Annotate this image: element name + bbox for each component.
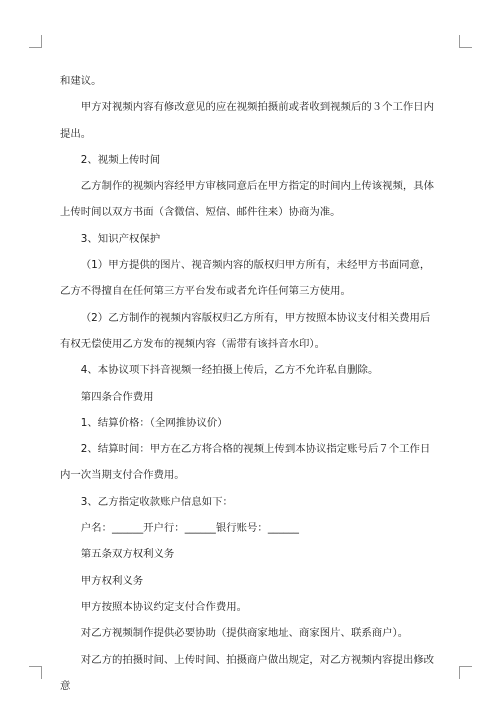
paragraph: 对乙方视频制作提供必要协助（提供商家地址、商家图片、联系商户）。 — [80, 627, 409, 640]
paragraph: （2）乙方制作的视频内容版权归乙方所有，甲方按照本协议支付相关费用后有权无偿使用乙方发布的视频内容（需带有该抖音水印）。 — [60, 311, 431, 350]
article-heading: 第五条双方权利义务 — [80, 548, 175, 561]
crop-mark-top-left — [29, 35, 42, 48]
paragraph: 乙方制作的视频内容经甲方审核同意后在甲方指定的时间内上传该视频，具体上传时间以双方书面（含微信、短信、邮件往来）协商为准。 — [60, 180, 435, 219]
crop-mark-top-right — [459, 35, 472, 48]
crop-mark-bottom-right — [459, 666, 472, 679]
article-heading: 第四条合作费用 — [80, 390, 154, 403]
paragraph: 和建议。 — [60, 75, 102, 87]
section-heading: 3、知识产权保护 — [80, 232, 161, 245]
paragraph: 甲方按照本协议约定支付合作费用。 — [80, 600, 248, 613]
paragraph: 1、结算价格：（全网推协议价） — [80, 416, 228, 429]
paragraph: 甲方对视频内容有修改意见的应在视频拍摄前或者收到视频后的３个工作日内提出。 — [60, 101, 435, 140]
section-heading: 2、视频上传时间 — [80, 153, 161, 166]
paragraph: 3、乙方指定收款账户信息如下： — [80, 495, 233, 508]
account-info-line: 户名：______开户行：______银行账号：______ — [80, 522, 299, 535]
paragraph: 4、本协议项下抖音视频一经拍摄上传后，乙方不允许私自删除。 — [80, 364, 379, 377]
paragraph: （1）甲方提供的图片、视音频内容的版权归甲方所有，未经甲方书面同意，乙方不得擅自在任何第三方平台发布或者允许任何第三方使用。 — [60, 259, 431, 298]
paragraph: 2、结算时间：甲方在乙方将合格的视频上传到本协议指定账号后７个工作日内一次当期支付合作费用。 — [60, 443, 431, 482]
paragraph: 对乙方的拍摄时间、上传时间、拍摄商户做出规定，对乙方视频内容提出修改意 — [60, 653, 435, 692]
document-body — [60, 68, 440, 699]
crop-mark-bottom-left — [29, 666, 42, 679]
section-heading: 甲方权利义务 — [80, 574, 144, 587]
